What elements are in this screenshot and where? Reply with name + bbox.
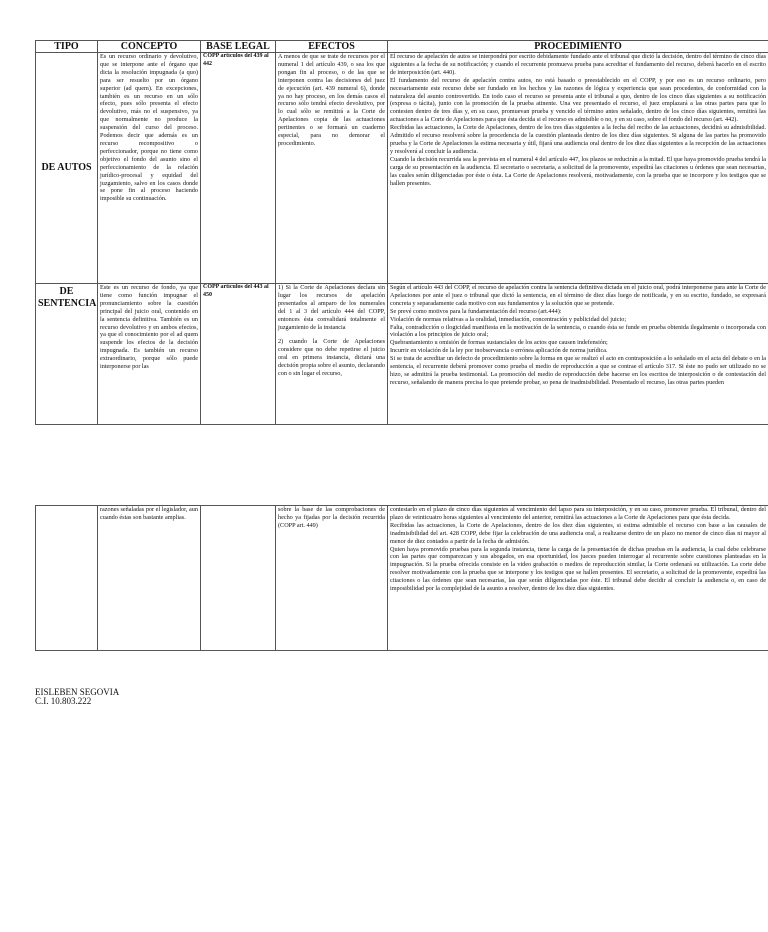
procedimiento-paragraph: Quien haya promovido pruebas para la segunda instancia, tiene la carga de la presentación de dichas pruebas en la audiencia, la cual debe celebrarse con las partes que comparezcan y sus abogados, en esa oportunidad, los jueces pueden interrogar al recurrente sobre cuestiones planteadas en la impugnación. Si la prueba ofrecida consiste en la video grabación o medios de reproducción similar, la Corte ordenará su utilización. La corte debe resolver motivadamente con la prueba que se interpone y los testigos que se hallen presentes. El secretario, a solicitud de la promovente, expedirá las citaciones o las órdenes que sean necesarias, las que serán diligenciadas por éste. El tribunal debe decidir al concluir la audiencia o, en caso de imposibilidad por la complejidad de la asunto a resolver, dentro de los diez días siguientes. xyxy=(390,545,766,593)
base-legal-cell: COPP artículos del 439 al 442 xyxy=(201,53,276,284)
concepto-cell: razones señaladas por el legislador, aun cuando éstas son bastante amplias. xyxy=(98,506,201,651)
concepto-cell: Es un recurso ordinario y devolutivo, que se interpone ante el órgano que dicta la resolución impugnada (a quo) para ser resuelto por un órgano superior (ad quem). En excepciones, también es un recurso en un sólo efecto, pues sólo presenta el efecto devolutivo, más no el suspensivo, ya que normalmente no produce la suspensión del curso del proceso. Podemos decir que además es un recurso recompositivo o perfeccionador, porque no tiene como objetivo el fondo del asunto sino el perfeccionamiento de la relación jurídico-procesal y equidad del juzgamiento, salvo en los casos donde se pone fin al proceso haciendo imposible su continuación. xyxy=(98,53,201,284)
table-row-sentencia xyxy=(36,284,768,425)
appeals-table-continued xyxy=(35,505,768,651)
efectos-cell: A menos de que se trate de recursos por el numeral 1 del artículo 439, o sea los que pongan fin al proceso, o de las que se interponen contra las decisiones del juez de ejecución (art. 439 numeral 6), donde ya no hay proceso, en los demás casos el recurso sólo tendrá efecto devolutivo, por lo cual sólo se remitirá a la Corte de Apelaciones copia de las actuaciones pertinentes o se formará un cuaderno especial, para no demorar el procedimiento. xyxy=(276,53,388,284)
procedimiento-cell xyxy=(388,506,768,651)
appeals-table xyxy=(35,40,768,425)
header-procedimiento: PROCEDIMIENTO xyxy=(388,41,768,53)
tipo-cell-empty xyxy=(36,506,98,651)
header-base-legal: BASE LEGAL xyxy=(201,41,276,53)
efectos-paragraph: 2) cuando la Corte de Apelaciones considere que no debe repetirse el juicio oral en primera instancia, dictará una decisión propia sobre el asunto, declarando con o sin lugar el recurso, xyxy=(278,338,385,378)
procedimiento-paragraph: Quebrantamiento u omisión de formas sustanciales de los actos que causen indefensión; xyxy=(390,339,608,347)
tipo-cell: DE AUTOS xyxy=(36,53,98,284)
procedimiento-paragraph: Recibidas las actuaciones, la Corte de Apelaciones, dentro de los diez días siguientes, si estima admisible el recurso con base a las causales de inadmisibilidad del art. 428 COPP, debe fijar la celebración de una audiencia oral, a realizarse dentro de un plazo no menor de cinco días ni mayor al menor de diez contados a partir de la fecha de admisión. xyxy=(390,521,766,545)
header-concepto: CONCEPTO xyxy=(98,41,201,53)
procedimiento-paragraph: contestarlo en el plazo de cinco días siguientes al vencimiento del lapso para su interposición, y en su caso, promover prueba. El tribunal, dentro del plazo de veinticuatro horas siguientes al vencimiento del anterior, remitirá las actuaciones a la Corte de Apelaciones para que ésta decida. xyxy=(390,506,766,521)
procedimiento-cell xyxy=(388,284,768,425)
signature-name: EISLEBEN SEGOVIA xyxy=(35,687,120,697)
table-row-autos xyxy=(36,53,768,284)
base-legal-cell: COPP artículos del 443 al 450 xyxy=(201,284,276,425)
header-row xyxy=(36,41,768,53)
procedimiento-paragraph: El recurso de apelación de autos se interpondrá por escrito debidamente fundado ante el tribunal que dictó la decisión, dentro del término de cinco días siguientes a la fecha de su notificación; y cuando el recurrente promueva prueba para acreditar el fundamento del recurso, deberá hacerlo en el escrito de interposición (art. 440). xyxy=(390,53,766,76)
procedimiento-paragraph: Incurrir en violación de la ley por inobservancia o errónea aplicación de norma jurídica. xyxy=(390,347,608,355)
procedimiento-paragraph: Se prevé como motivos para la fundamentación del recurso (art.444): xyxy=(390,307,562,315)
efectos-cell xyxy=(276,284,388,425)
signature-block xyxy=(35,688,119,706)
procedimiento-paragraph: Falta, contradicción o ilogicidad manifiesta en la motivación de la sentencia, o cuando ésta se funde en prueba obtenida ilegalmente o incorporada con violación a los principios de juicio oral; xyxy=(390,323,766,339)
efectos-cell: sobre la base de las comprobaciones de hecho ya fijadas por la decisión recurrida (COPP art. 449) xyxy=(276,506,388,651)
table-row-sentencia-continued xyxy=(36,506,768,651)
procedimiento-paragraph: Según el artículo 443 del COPP, el recurso de apelación contra la sentencia definitiva dictada en el juicio oral, podrá interponerse para ante la Corte de Apelaciones por ante el juez o tribunal que dictó la sentencia, en el término de diez días luego de notificada, y en su escrito, fundado, se expresará concreta y separadamente cada motivo con sus fundamentos y la solución que se pretende. xyxy=(390,284,766,307)
header-efectos: EFECTOS xyxy=(276,41,388,53)
header-tipo: TIPO xyxy=(36,41,98,53)
concepto-cell: Este es un recurso de fondo, ya que tiene como función impugnar el pronunciamiento sobre la cuestión principal del juicio oral, contenido en la sentencia definitiva. También es un recurso devolutivo y en ambos efectos, ya que el conocimiento por el ad quem suspende los efectos de la decisión impugnada. Es también un recurso extraordinario, porque sólo puede interponerse por las xyxy=(98,284,201,425)
procedimiento-paragraph: Recibidas las actuaciones, la Corte de Apelaciones, dentro de los tres días siguientes a la fecha del recibo de las actuaciones, decidirá su admisibilidad. Admitido el recurso resolverá sobre la procedencia de la cuestión planteada dentro de los diez días siguientes. Si alguna de las partes ha promovido prueba y la Corte de Apelaciones la estima necesaria y útil, fijará una audiencia oral dentro de los diez días siguientes a la recepción de las actuaciones y resolverá al concluir la audiencia. xyxy=(390,124,766,155)
efectos-paragraph: 1) Si la Corte de Apelaciones declara sin lugar los recursos de apelación presentados al amparo de los numerales del 1 al 3 del artículo 444 del COPP, entonces ésta convalidará totalmente el juzgamiento de la instancia xyxy=(278,284,385,331)
procedimiento-paragraph: Violación de normas relativas a la oralidad, inmediación, concentración y publicidad del juicio; xyxy=(390,315,627,323)
tipo-cell: DE SENTENCIA xyxy=(36,284,98,425)
base-legal-cell-empty xyxy=(201,506,276,651)
procedimiento-paragraph: Si se trata de acreditar un defecto de procedimiento sobre la forma en que se realizó el acto en contraposición a lo señalado en el acta del debate o en la sentencia, el recurrente deberá promover como prueba el medio de reproducción a que se contrae el artículo 317. Si éste no pudo ser utilizado no se hizo, se admitirá la prueba testimonial. La promoción del medio de reproducción debe hacerse en los escritos de interposición o de contestación del recurso, señalando de manera precisa lo que pretende probar, so pena de inadmisibilidad. Presentado el recurso, las otras partes pueden xyxy=(390,355,766,386)
procedimiento-paragraph: El fundamento del recurso de apelación contra autos, no está basado o preestablecido en el COPP, y por eso es un recurso ordinario, pero necesariamente este recurso debe ser fundado en los hechos y las razones de lógica y experiencia que sean procedentes, de conformidad con la naturaleza del asunto controvertido. En todo caso el recurso se presenta ante el tribunal a quo, dentro de los cinco días siguientes a su notificación (expresa o tácita), junto con la promoción de la prueba atinente. Una vez presentado el recurso, el juez emplazará a las otras partes para que lo contesten dentro de tres días y, en su caso, promuevan prueba y vencido el término antes señalado, dentro de los cinco días siguientes, remitirá las actuaciones a la Corte de Apelaciones para que ésta decida si el recurso es admisible o no, y en su caso, sobre el fondo del recurso (art. 442). xyxy=(390,76,766,124)
procedimiento-paragraph: Cuando la decisión recurrida sea la prevista en el numeral 4 del artículo 447, los plazos se reducirán a la mitad. El que haya promovido prueba tendrá la carga de su presentación en la audiencia. El secretario o secretaria, a solicitud de la promovente, expedirá las citaciones u órdenes que sean necesarias, las cuales serán diligenciadas por éste o ésta. La Corte de Apelaciones resolverá, motivadamente, con la prueba que se incorpore y los testigos que se hallen presentes. xyxy=(390,155,766,187)
signature-id: C.I. 10.803.222 xyxy=(35,696,92,706)
procedimiento-cell xyxy=(388,53,768,284)
